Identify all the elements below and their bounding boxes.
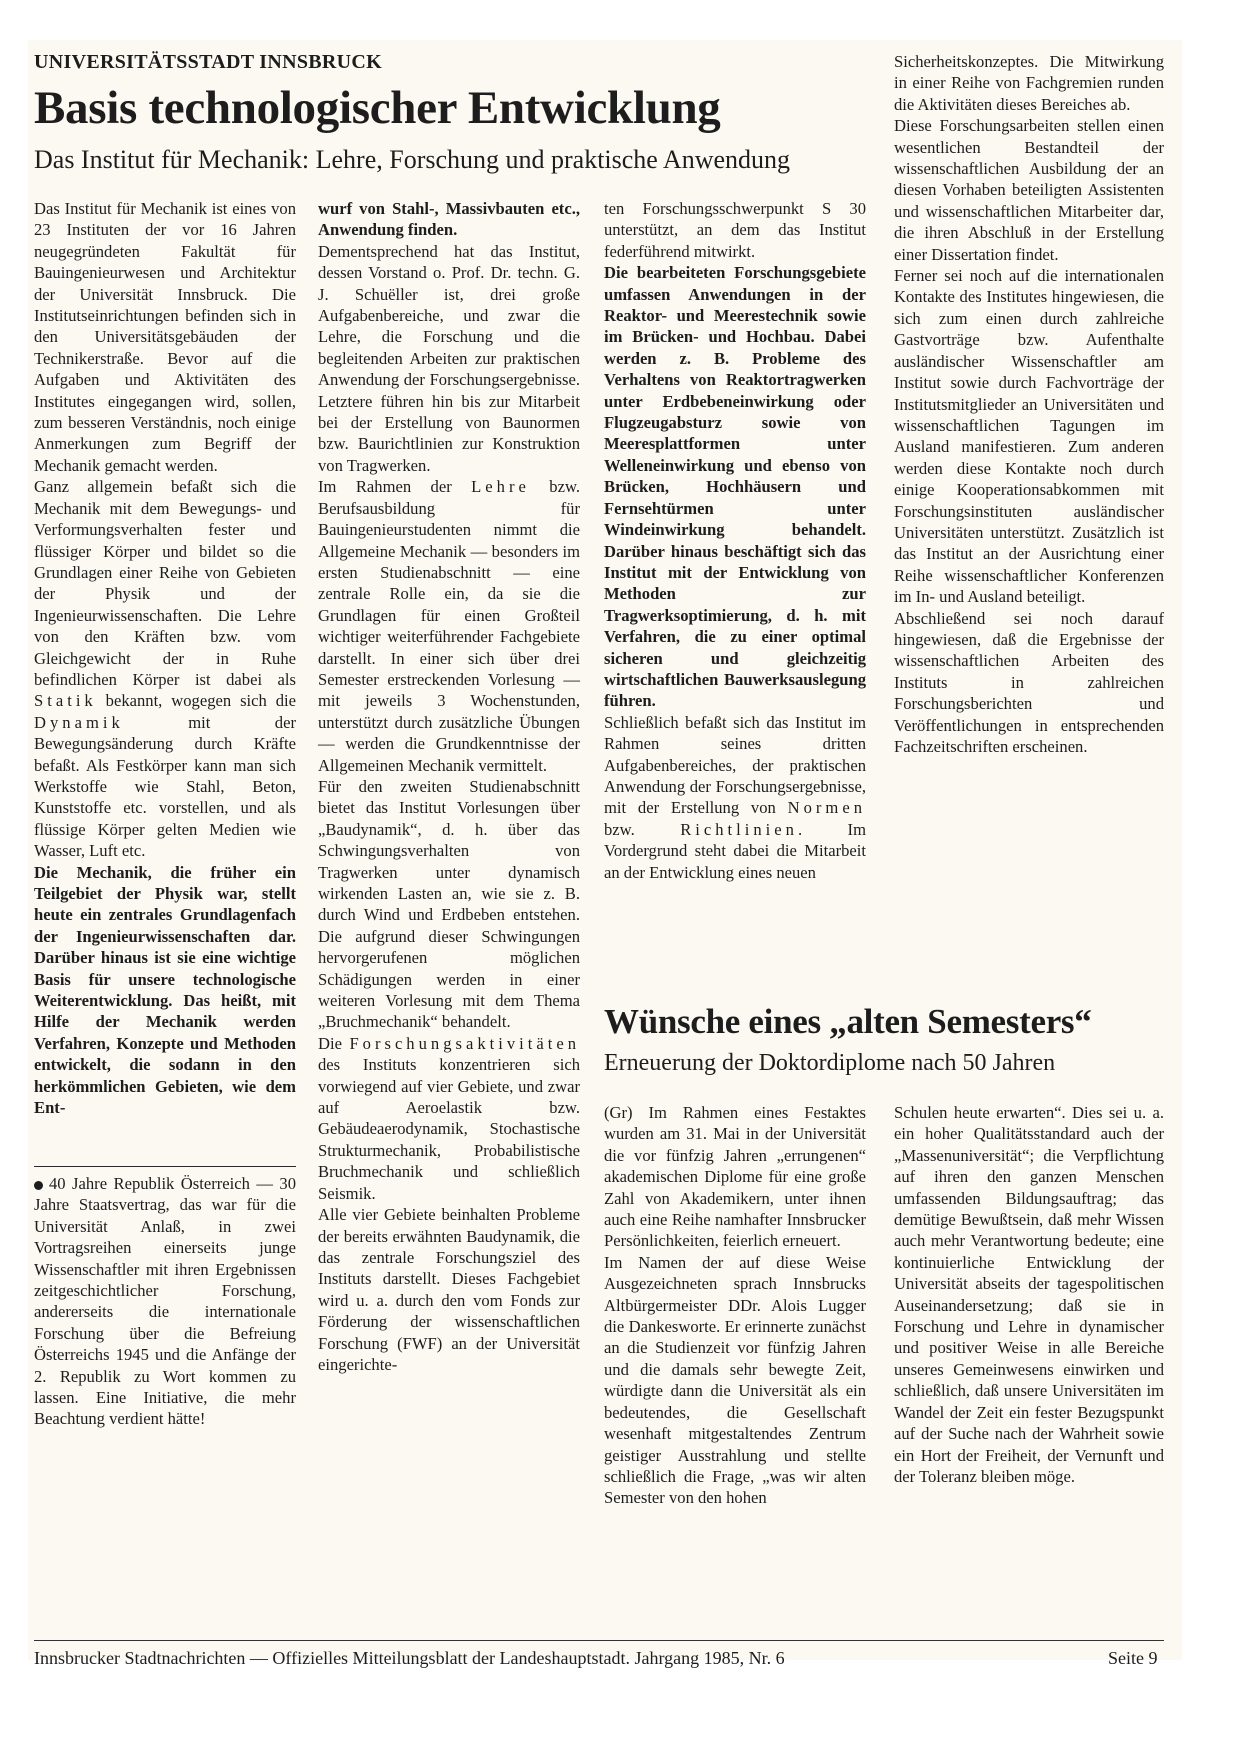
article1-column-4: [894, 51, 1164, 757]
paragraph-bold: Die Mechanik, die früher ein Teilgebiet der Physik war, stellt heute ein zentrales Grundlagenfach der Ingenieurwissenschaften dar. Darüber hinaus ist sie eine wichtige Basis für unsere technologische Weiterentwicklung. Das heißt, mit Hilfe der Mechanik werden Verfahren, Konzepte und Methoden entwickelt, die sodann in den herkömmlichen Gebieten, wie dem Ent-: [34, 862, 296, 1118]
article2-column-1: [604, 1102, 866, 1509]
headline: Basis technologischer Entwicklung: [34, 82, 721, 134]
emphasis-statik: Statik: [34, 691, 97, 711]
kicker: UNIVERSITÄTSSTADT INNSBRUCK: [34, 51, 383, 73]
footer-rule: [34, 1640, 1164, 1641]
paragraph: Für den zweiten Studienabschnitt bietet das Institut Vorlesungen über „Baudynamik“, d. h. über das Schwingungsverhalten von Tragwerken unter dynamisch wirkenden Lasten an, wie sie z. B. durch Wind und Erdbeben entstehen. Die aufgrund dieser Schwingungen hervorgerufenen möglichen Schädigungen werden in einer weiteren Vorlesung mit dem Thema „Bruchmechanik“ behandelt.: [318, 776, 580, 1032]
article2-subhead: Erneuerung der Doktordiplome nach 50 Jahren: [604, 1050, 1056, 1076]
paragraph: Alle vier Gebiete beinhalten Probleme der bereits erwähnten Baudynamik, die das zentrale Forschungsziel des Instituts darstellt. Dieses Fachgebiet wird u. a. durch den vom Fonds zur Förderung der wissenschaftlichen Forschung (FWF) an der Universität eingerichte-: [318, 1205, 580, 1374]
article1-column-1: [34, 198, 296, 1118]
bullet-icon: [34, 1181, 43, 1190]
emphasis-dynamik: Dynamik: [34, 712, 124, 732]
footer-text: Innsbrucker Stadtnachrichten — Offizielles Mitteilungsblatt der Landeshauptstadt. Jahrgang 1985, Nr. 6: [34, 1648, 785, 1668]
paragraph-bold: Die bearbeiteten Forschungsgebiete umfassen Anwendungen in der Reaktor- und Meerestechnik sowie im Brücken- und Hochbau. Dabei werden z. B. Probleme des Verhaltens von Reaktortragwerken unter Erdbebeneinwirkung oder Flugzeugabsturz sowie von Meeresplattformen unter Welleneinwirkung und ebenso von Brücken, Hochhäusern und Fernsehtürmen unter Windeinwirkung behandelt. Darüber hinaus beschäftigt sich das Institut mit der Entwicklung von Methoden zur Tragwerksoptimierung, d. h. mit Verfahren, die zu einer optimal sicheren und gleichzeitig wirtschaftlichen Bauwerksauslegung führen.: [604, 263, 866, 711]
article1-column-3: [604, 198, 866, 883]
article1-column-2: [318, 198, 580, 1375]
paragraph: Sicherheitskonzeptes. Die Mitwirkung in einer Reihe von Fachgremien runden die Aktivitäten dieses Bereiches ab.: [894, 52, 1164, 114]
emphasis-lehre: Lehre: [471, 477, 530, 497]
paragraph: Im Namen der auf diese Weise Ausgezeichneten sprach Innsbrucks Altbürgermeister DDr. Alois Lugger die Dankesworte. Er erinnerte zunächst an die Studienzeit vor fünfzig Jahren und die damals sehr bewegte Zeit, würdigte dann die Universität als ein bedeutendes, die Gesellschaft wesenhaft mitgestaltendes Zentrum geistiger Ausstrahlung und stellte schließlich die Frage, „was wir alten Semester von den hohen: [604, 1252, 866, 1508]
paragraph: Im Rahmen der Lehre bzw. Berufsausbildung für Bauingenieurstudenten nimmt die Allgemeine Mechanik — besonders im ersten Studienabschnitt — eine zentrale Rolle ein, da sie die Grundlagen für einen Großteil wichtiger weiterführender Fachgebiete darstellt. In einer sich über drei Semester erstreckenden Vorlesung — mit jeweils 3 Wochenstunden, unterstützt durch zusätzliche Übungen — werden die Grundkenntnisse der Allgemeinen Mechanik vermittelt.: [318, 477, 581, 775]
notice-text: 40 Jahre Republik Österreich — 30 Jahre Staatsvertrag, das war für die Universität Anlaß, in zwei Vortragsreihen einerseits junge Wissenschaftler mit ihren Ergebnissen zeitgeschichtlicher Forschung, andererseits die internationale Forschung über die Befreiung Österreichs 1945 und die Anfänge der 2. Republik zu Wort kommen zu lassen. Eine Initiative, die mehr Beachtung verdient hätte!: [34, 1174, 296, 1429]
article2-column-2: [894, 1102, 1164, 1487]
notice-box: [34, 1173, 296, 1430]
paragraph: Ganz allgemein befaßt sich die Mechanik mit dem Bewegungs- und Verformungsverhalten fester und flüssiger Körper und bildet so die Grundlagen einer Reihe von Gebieten der Physik und der Ingenieurwissenschaften. Die Lehre von den Kräften bzw. vom Gleichgewicht der in Ruhe befindlichen Körper ist dabei als Statik bekannt, wogegen sich die Dynamik mit der Bewegungsänderung durch Kräfte befaßt. Als Festkörper kann man sich Werkstoffe wie Stahl, Beton, Kunststoffe etc. vorstellen, und als flüssige Körper gelten Medien wie Wasser, Luft etc.: [34, 477, 296, 861]
subhead: Das Institut für Mechanik: Lehre, Forschung und praktische Anwendung: [34, 145, 791, 174]
paragraph: Abschließend sei noch darauf hingewiesen, daß die Ergebnisse der wissenschaftlichen Arbeiten des Instituts in zahlreichen Forschungsberichten und Veröffentlichungen in entsprechenden Fachzeitschriften erscheinen.: [894, 608, 1164, 756]
paragraph: Schulen heute erwarten“. Dies sei u. a. ein hoher Qualitätsstandard auch der „Massenuniversität“; die Verpflichtung auf ihren den ganzen Menschen umfassenden Bildungsauftrag; das demütige Bewußtsein, daß mehr Wissen auch mehr Verantwortung bedeute; eine kontinuierliche Entwicklung der Universität abseits der tagespolitischen Auseinandersetzung; daß sie in Forschung und Lehre in dynamischer und positiver Weise in alle Bereiche unseres Gemeinwesens einwirken und schließlich, daß unsere Universitäten im Wandel der Zeit ein fester Bezugspunkt auf der Suche nach der Wahrheit sowie ein Hort der Freiheit, der Vernunft und der Toleranz bleiben möge.: [894, 1103, 1164, 1486]
paragraph: Ferner sei noch auf die internationalen Kontakte des Institutes hingewiesen, die sich zum einen durch zahlreiche Gastvorträge bzw. Aufenthalte ausländischer Wissenschaftler am Institut sowie durch Fachvorträge der Institutsmitglieder an Universitäten und wissenschaftlichen Tagungen im Ausland manifestieren. Zum anderen werden diese Kontakte noch durch einige Kooperationsabkommen mit Forschungsinstituten ausländischer Universitäten unterstützt. Zusätzlich ist das Institut an der Ausrichtung einer Reihe wissenschaftlicher Konferenzen im In- und Ausland beteiligt.: [894, 266, 1164, 607]
paragraph: Die Forschungsaktivitäten des Instituts konzentrieren sich vorwiegend auf vier Gebiete, und zwar auf Aeroelastik bzw. Gebäudeaerodynamik, Stochastische Strukturmechanik, Probabilistische Bruchmechanik und schließlich Seismik.: [318, 1033, 580, 1203]
paragraph: Diese Forschungsarbeiten stellen einen wesentlichen Bestandteil der wissenschaftlichen Ausbildung der an diesen Vorhaben beteiligten Assistenten und wissenschaftlichen Mitarbeiter dar, die ihren Abschluß in der Erstellung einer Dissertation findet.: [894, 116, 1164, 264]
paragraph: Das Institut für Mechanik ist eines von 23 Instituten der vor 16 Jahren neugegründeten Fakultät für Bauingenieurwesen und Architektur der Universität Innsbruck. Die Institutseinrichtungen befinden sich in den Universitätsgebäuden der Technikerstraße. Bevor auf die Aufgaben und Aktivitäten des Institutes eingegangen wird, sollen, zum besseren Verständnis, noch einige Anmerkungen zum Begriff der Mechanik gemacht werden.: [34, 199, 296, 475]
paragraph: Schließlich befaßt sich das Institut im Rahmen seines dritten Aufgabenbereiches, der praktischen Anwendung der Forschungsergebnisse, mit der Erstellung von Normen bzw. Richtlinien. Im Vordergrund steht dabei die Mitarbeit an der Entwicklung eines neuen: [604, 712, 866, 882]
paragraph: (Gr) Im Rahmen eines Festaktes wurden am 31. Mai in der Universität die vor fünfzig Jahren „errungenen“ akademischen Diplome für eine große Zahl von Akademikern, unter ihnen auch eine Reihe namhafter Innsbrucker Persönlichkeiten, feierlich erneuert.: [604, 1103, 866, 1251]
emphasis-normen: Normen: [787, 798, 866, 818]
paragraph: ten Forschungsschwerpunkt S 30 unterstützt, an dem das Institut federführend mitwirkt.: [604, 199, 866, 261]
paragraph-bold: wurf von Stahl-, Massivbauten etc., Anwendung finden.: [318, 199, 580, 240]
article2-headline: Wünsche eines „alten Semesters“: [604, 1002, 1092, 1041]
emphasis-richtlinien: Richtlinien: [680, 819, 798, 839]
emphasis-forschungsaktivitaeten: Forschungsaktivitäten: [349, 1033, 580, 1053]
paragraph: Dementsprechend hat das Institut, dessen Vorstand o. Prof. Dr. techn. G. J. Schuëller ist, drei große Aufgabenbereiche, und zwar die Lehre, die Forschung und die begleitenden Arbeiten zur praktischen Anwendung der Forschungsergebnisse. Letztere führen hin bis zur Mitarbeit bei der Erstellung von Baunormen bzw. Baurichtlinien zur Konstruktion von Tragwerken.: [318, 241, 580, 475]
notice-rule: [34, 1166, 296, 1167]
page-number: Seite 9: [1108, 1648, 1158, 1668]
